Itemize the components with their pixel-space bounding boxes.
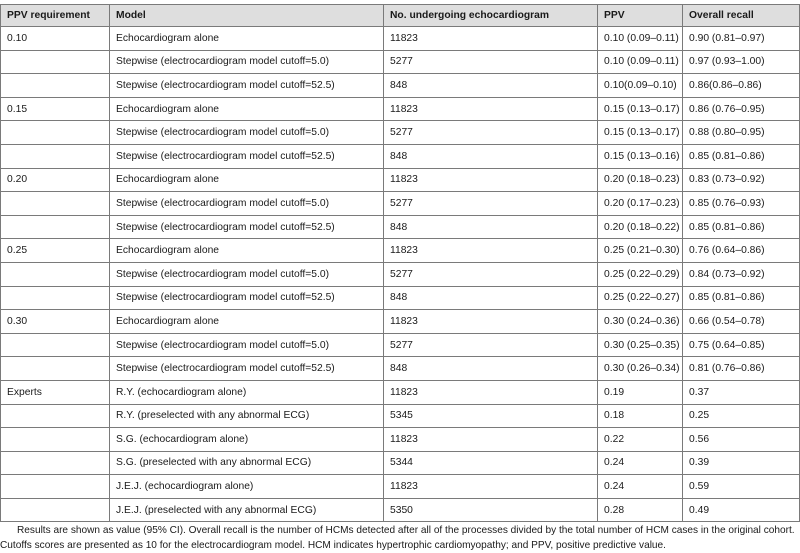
overall-recall-cell: 0.37 <box>683 380 800 404</box>
model-cell: R.Y. (echocardiogram alone) <box>110 380 384 404</box>
overall-recall-cell: 0.86(0.86–0.86) <box>683 74 800 98</box>
table-row <box>1 428 800 452</box>
ppv-requirement-cell-empty <box>1 357 110 381</box>
echocardiogram-count-cell: 5277 <box>384 121 598 145</box>
echocardiogram-count-cell: 5344 <box>384 451 598 475</box>
echocardiogram-count-cell: 5277 <box>384 262 598 286</box>
table-row <box>1 50 800 74</box>
ppv-requirement-cell: 0.30 <box>1 310 110 334</box>
echocardiogram-count-cell: 5277 <box>384 192 598 216</box>
table-row <box>1 451 800 475</box>
ppv-cell: 0.28 <box>598 498 683 522</box>
model-cell: Stepwise (electrocardiogram model cutoff=5.0) <box>110 192 384 216</box>
header-ppv: PPV <box>598 5 683 27</box>
model-cell: Echocardiogram alone <box>110 310 384 334</box>
ppv-cell: 0.20 (0.18–0.23) <box>598 168 683 192</box>
model-cell: R.Y. (preselected with any abnormal ECG) <box>110 404 384 428</box>
model-cell: Echocardiogram alone <box>110 27 384 51</box>
echocardiogram-count-cell: 11823 <box>384 168 598 192</box>
overall-recall-cell: 0.39 <box>683 451 800 475</box>
ppv-cell: 0.22 <box>598 428 683 452</box>
ppv-requirement-cell-empty <box>1 50 110 74</box>
model-cell: Stepwise (electrocardiogram model cutoff=52.5) <box>110 286 384 310</box>
model-cell: S.G. (preselected with any abnormal ECG) <box>110 451 384 475</box>
header-no-undergoing-echocardiogram: No. undergoing echocardiogram <box>384 5 598 27</box>
echocardiogram-count-cell: 848 <box>384 357 598 381</box>
ppv-requirement-cell-empty <box>1 144 110 168</box>
model-cell: S.G. (echocardiogram alone) <box>110 428 384 452</box>
overall-recall-cell: 0.59 <box>683 475 800 499</box>
table-footnote: Results are shown as value (95% CI). Overall recall is the number of HCMs detected after all of the processes divided by the total number of HCM cases in the original cohort. Cutoffs scores are presented as 10 for the electrocardiogram model. HCM indicates hypertrophic cardiomyopathy; and PPV, positive predictive value. <box>0 525 795 551</box>
overall-recall-cell: 0.66 (0.54–0.78) <box>683 310 800 334</box>
table-row <box>1 144 800 168</box>
ppv-cell: 0.18 <box>598 404 683 428</box>
echocardiogram-count-cell: 11823 <box>384 97 598 121</box>
model-cell: J.E.J. (preselected with any abnormal ECG) <box>110 498 384 522</box>
echocardiogram-count-cell: 5345 <box>384 404 598 428</box>
ppv-requirement-cell-empty <box>1 451 110 475</box>
echocardiogram-count-cell: 5350 <box>384 498 598 522</box>
overall-recall-cell: 0.81 (0.76–0.86) <box>683 357 800 381</box>
table-row <box>1 121 800 145</box>
echocardiogram-count-cell: 11823 <box>384 239 598 263</box>
echocardiogram-count-cell: 848 <box>384 144 598 168</box>
ppv-cell: 0.25 (0.22–0.29) <box>598 262 683 286</box>
ppv-requirement-cell-empty <box>1 475 110 499</box>
table-row <box>1 333 800 357</box>
echocardiogram-count-cell: 848 <box>384 74 598 98</box>
echocardiogram-count-cell: 11823 <box>384 27 598 51</box>
model-cell: Stepwise (electrocardiogram model cutoff=5.0) <box>110 50 384 74</box>
ppv-requirement-cell-empty <box>1 428 110 452</box>
ppv-cell: 0.15 (0.13–0.17) <box>598 121 683 145</box>
echocardiogram-count-cell: 848 <box>384 286 598 310</box>
table-row <box>1 74 800 98</box>
table-body <box>1 27 800 522</box>
ppv-requirement-cell-empty <box>1 404 110 428</box>
ppv-requirement-cell: 0.15 <box>1 97 110 121</box>
echocardiogram-count-cell: 11823 <box>384 380 598 404</box>
ppv-cell: 0.20 (0.18–0.22) <box>598 215 683 239</box>
overall-recall-cell: 0.97 (0.93–1.00) <box>683 50 800 74</box>
overall-recall-cell: 0.76 (0.64–0.86) <box>683 239 800 263</box>
header-ppv-requirement: PPV requirement <box>1 5 110 27</box>
table-row <box>1 168 800 192</box>
ppv-cell: 0.30 (0.24–0.36) <box>598 310 683 334</box>
ppv-cell: 0.25 (0.22–0.27) <box>598 286 683 310</box>
model-cell: Stepwise (electrocardiogram model cutoff=5.0) <box>110 262 384 286</box>
overall-recall-cell: 0.56 <box>683 428 800 452</box>
model-cell: Stepwise (electrocardiogram model cutoff=52.5) <box>110 74 384 98</box>
table-row <box>1 380 800 404</box>
overall-recall-cell: 0.86 (0.76–0.95) <box>683 97 800 121</box>
overall-recall-cell: 0.88 (0.80–0.95) <box>683 121 800 145</box>
ppv-cell: 0.25 (0.21–0.30) <box>598 239 683 263</box>
overall-recall-cell: 0.84 (0.73–0.92) <box>683 262 800 286</box>
model-cell: Stepwise (electrocardiogram model cutoff=5.0) <box>110 333 384 357</box>
overall-recall-cell: 0.90 (0.81–0.97) <box>683 27 800 51</box>
overall-recall-cell: 0.25 <box>683 404 800 428</box>
ppv-requirement-cell-empty <box>1 498 110 522</box>
echocardiogram-count-cell: 11823 <box>384 475 598 499</box>
ppv-cell: 0.15 (0.13–0.16) <box>598 144 683 168</box>
ppv-requirement-cell: 0.20 <box>1 168 110 192</box>
header-overall-recall: Overall recall <box>683 5 800 27</box>
table-row <box>1 310 800 334</box>
ppv-cell: 0.10(0.09–0.10) <box>598 74 683 98</box>
model-cell: Echocardiogram alone <box>110 239 384 263</box>
overall-recall-cell: 0.83 (0.73–0.92) <box>683 168 800 192</box>
ppv-requirement-cell-empty <box>1 286 110 310</box>
ppv-cell: 0.10 (0.09–0.11) <box>598 50 683 74</box>
table-row <box>1 97 800 121</box>
ppv-cell: 0.24 <box>598 475 683 499</box>
table-row <box>1 215 800 239</box>
ppv-requirement-cell-empty <box>1 215 110 239</box>
table-row <box>1 239 800 263</box>
model-cell: Echocardiogram alone <box>110 97 384 121</box>
model-cell: Stepwise (electrocardiogram model cutoff=52.5) <box>110 215 384 239</box>
ppv-requirement-cell-empty <box>1 262 110 286</box>
table-row <box>1 262 800 286</box>
model-cell: Stepwise (electrocardiogram model cutoff=52.5) <box>110 357 384 381</box>
ppv-requirement-cell-empty <box>1 74 110 98</box>
model-cell: Stepwise (electrocardiogram model cutoff=5.0) <box>110 121 384 145</box>
table-row <box>1 498 800 522</box>
model-cell: J.E.J. (echocardiogram alone) <box>110 475 384 499</box>
overall-recall-cell: 0.85 (0.81–0.86) <box>683 286 800 310</box>
ppv-cell: 0.30 (0.26–0.34) <box>598 357 683 381</box>
table-row <box>1 192 800 216</box>
ppv-requirement-cell-empty <box>1 121 110 145</box>
header-model: Model <box>110 5 384 27</box>
table-row <box>1 286 800 310</box>
ppv-cell: 0.24 <box>598 451 683 475</box>
table-row <box>1 27 800 51</box>
table-row <box>1 357 800 381</box>
ppv-requirement-cell-empty <box>1 333 110 357</box>
ppv-cell: 0.10 (0.09–0.11) <box>598 27 683 51</box>
overall-recall-cell: 0.75 (0.64–0.85) <box>683 333 800 357</box>
model-cell: Echocardiogram alone <box>110 168 384 192</box>
ppv-cell: 0.30 (0.25–0.35) <box>598 333 683 357</box>
ppv-cell: 0.20 (0.17–0.23) <box>598 192 683 216</box>
ppv-cell: 0.19 <box>598 380 683 404</box>
ppv-requirement-cell: 0.10 <box>1 27 110 51</box>
overall-recall-cell: 0.85 (0.76–0.93) <box>683 192 800 216</box>
overall-recall-cell: 0.49 <box>683 498 800 522</box>
echocardiogram-count-cell: 848 <box>384 215 598 239</box>
ppv-requirement-cell: Experts <box>1 380 110 404</box>
echocardiogram-count-cell: 5277 <box>384 333 598 357</box>
overall-recall-cell: 0.85 (0.81–0.86) <box>683 215 800 239</box>
header-row <box>1 5 800 27</box>
ppv-requirement-cell-empty <box>1 192 110 216</box>
ppv-cell: 0.15 (0.13–0.17) <box>598 97 683 121</box>
ppv-requirement-cell: 0.25 <box>1 239 110 263</box>
results-table <box>0 4 800 522</box>
table-row <box>1 475 800 499</box>
echocardiogram-count-cell: 11823 <box>384 310 598 334</box>
echocardiogram-count-cell: 5277 <box>384 50 598 74</box>
overall-recall-cell: 0.85 (0.81–0.86) <box>683 144 800 168</box>
model-cell: Stepwise (electrocardiogram model cutoff=52.5) <box>110 144 384 168</box>
echocardiogram-count-cell: 11823 <box>384 428 598 452</box>
table-row <box>1 404 800 428</box>
